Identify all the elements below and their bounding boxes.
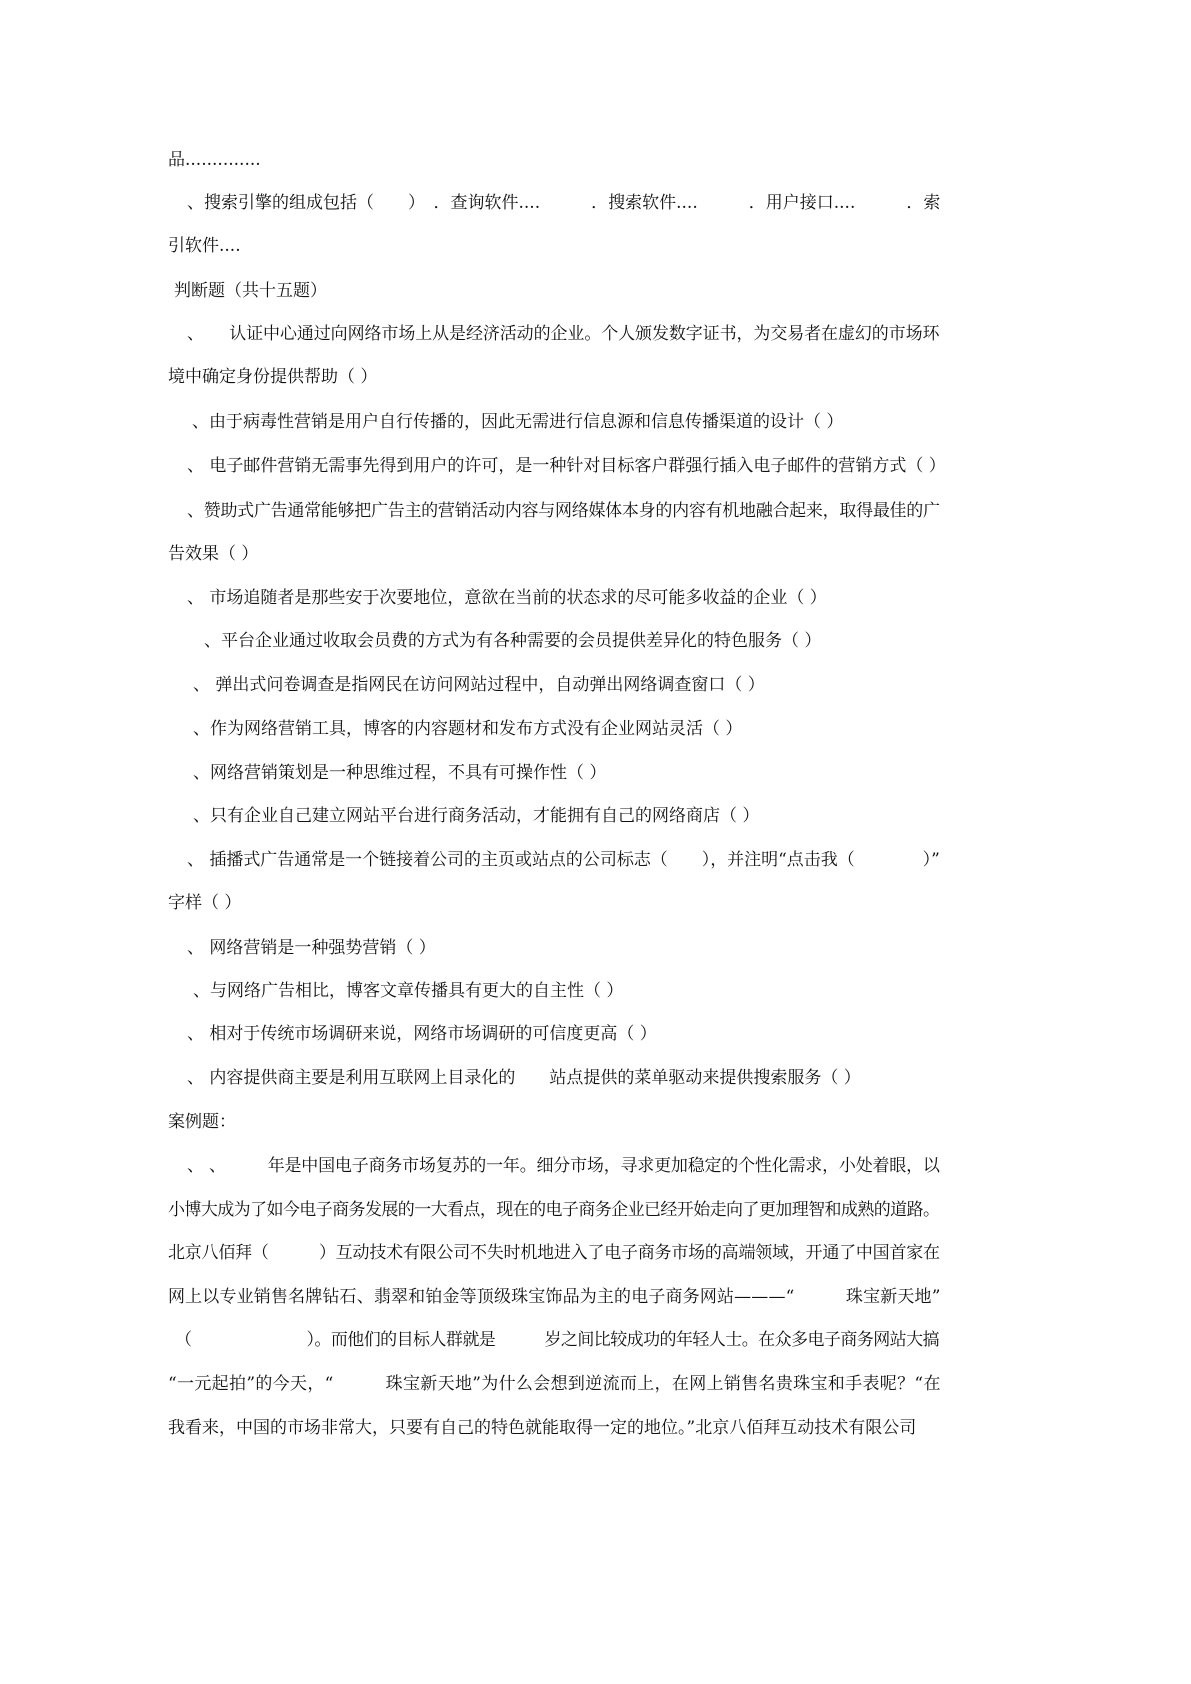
text-line: 、 弹出式问卷调查是指网民在访问网站过程中，自动弹出网络调查窗口（ ）: [193, 675, 765, 695]
text-line: 告效果（ ）: [168, 544, 259, 564]
text-line: 、网络营销策划是一种思维过程，不具有可操作性（ ）: [193, 763, 607, 783]
text-line: 、赞助式广告通常能够把广告主的营销活动内容与网络媒体本身的内容有机地融合起来，取得最佳的广: [187, 501, 940, 521]
text-line: 字样（ ）: [168, 893, 242, 913]
text-line: 、 相对于传统市场调研来说，网络市场调研的可信度更高（ ）: [187, 1024, 657, 1044]
text-line: 、与网络广告相比，博客文章传播具有更大的自主性（ ）: [193, 981, 624, 1001]
text-line: 北京八佰拜（ ）互动技术有限公司不失时机地进入了电子商务市场的高端领域，开通了中国首家在: [168, 1243, 940, 1263]
text-line: 我看来，中国的市场非常大，只要有自己的特色就能取得一定的地位。”北京八佰拜互动技术有限公司: [168, 1418, 917, 1438]
text-line: 案例题：: [168, 1112, 236, 1132]
text-line: 、作为网络营销工具，博客的内容题材和发布方式没有企业网站灵活（ ）: [193, 719, 743, 739]
text-line: 、 认证中心通过向网络市场上从是经济活动的企业。个人颁发数字证书，为交易者在虚幻的市场环: [187, 324, 940, 344]
text-line: 、由于病毒性营销是用户自行传播的，因此无需进行信息源和信息传播渠道的设计（ ）: [192, 412, 844, 432]
text-line: 判断题（共十五题）: [174, 281, 327, 301]
text-line: 引软件....: [168, 236, 241, 256]
text-line: 、 内容提供商主要是利用互联网上目录化的 站点提供的菜单驱动来提供搜索服务（ ）: [187, 1068, 861, 1088]
text-line: 、只有企业自己建立网站平台进行商务活动，才能拥有自己的网络商店（ ）: [193, 806, 760, 826]
text-line: 、平台企业通过收取会员费的方式为有各种需要的会员提供差异化的特色服务（ ）: [204, 631, 822, 651]
text-line: 小博大成为了如今电子商务发展的一大看点，现在的电子商务企业已经开始走向了更加理智和成熟的道路。: [168, 1200, 940, 1220]
text-line: 、 网络营销是一种强势营销（ ）: [187, 938, 436, 958]
text-line: 、搜索引擎的组成包括（ ） ．查询软件.... ．搜索软件.... ．用户接口.... ．索: [187, 193, 941, 213]
text-line: 、 、 年是中国电子商务市场复苏的一年。细分市场，寻求更加稳定的个性化需求，小处着眼，以: [187, 1156, 940, 1176]
text-line: 、 市场追随者是那些安于次要地位，意欲在当前的状态求的尽可能多收益的企业（ ）: [187, 588, 827, 608]
text-line: 境中确定身份提供帮助（ ）: [168, 367, 378, 387]
text-line: （ ）。而他们的目标人群就是 岁之间比较成功的年轻人士。在众多电子商务网站大搞: [175, 1330, 939, 1350]
text-line: 品..............: [168, 150, 261, 170]
text-line: 、 插播式广告通常是一个链接着公司的主页或站点的公司标志（ ），并注明“点击我（ ）”: [187, 850, 940, 870]
text-line: 、 电子邮件营销无需事先得到用户的许可，是一种针对目标客户群强行插入电子邮件的营销方式（ ）: [187, 456, 946, 476]
text-line: “一元起拍”的今天，“ 珠宝新天地”为什么会想到逆流而上，在网上销售名贵珠宝和手表呢？“在: [168, 1374, 941, 1394]
text-line: 网上以专业销售名牌钻石、翡翠和铂金等顶级珠宝饰品为主的电子商务网站———“ 珠宝新天地”: [168, 1287, 941, 1307]
